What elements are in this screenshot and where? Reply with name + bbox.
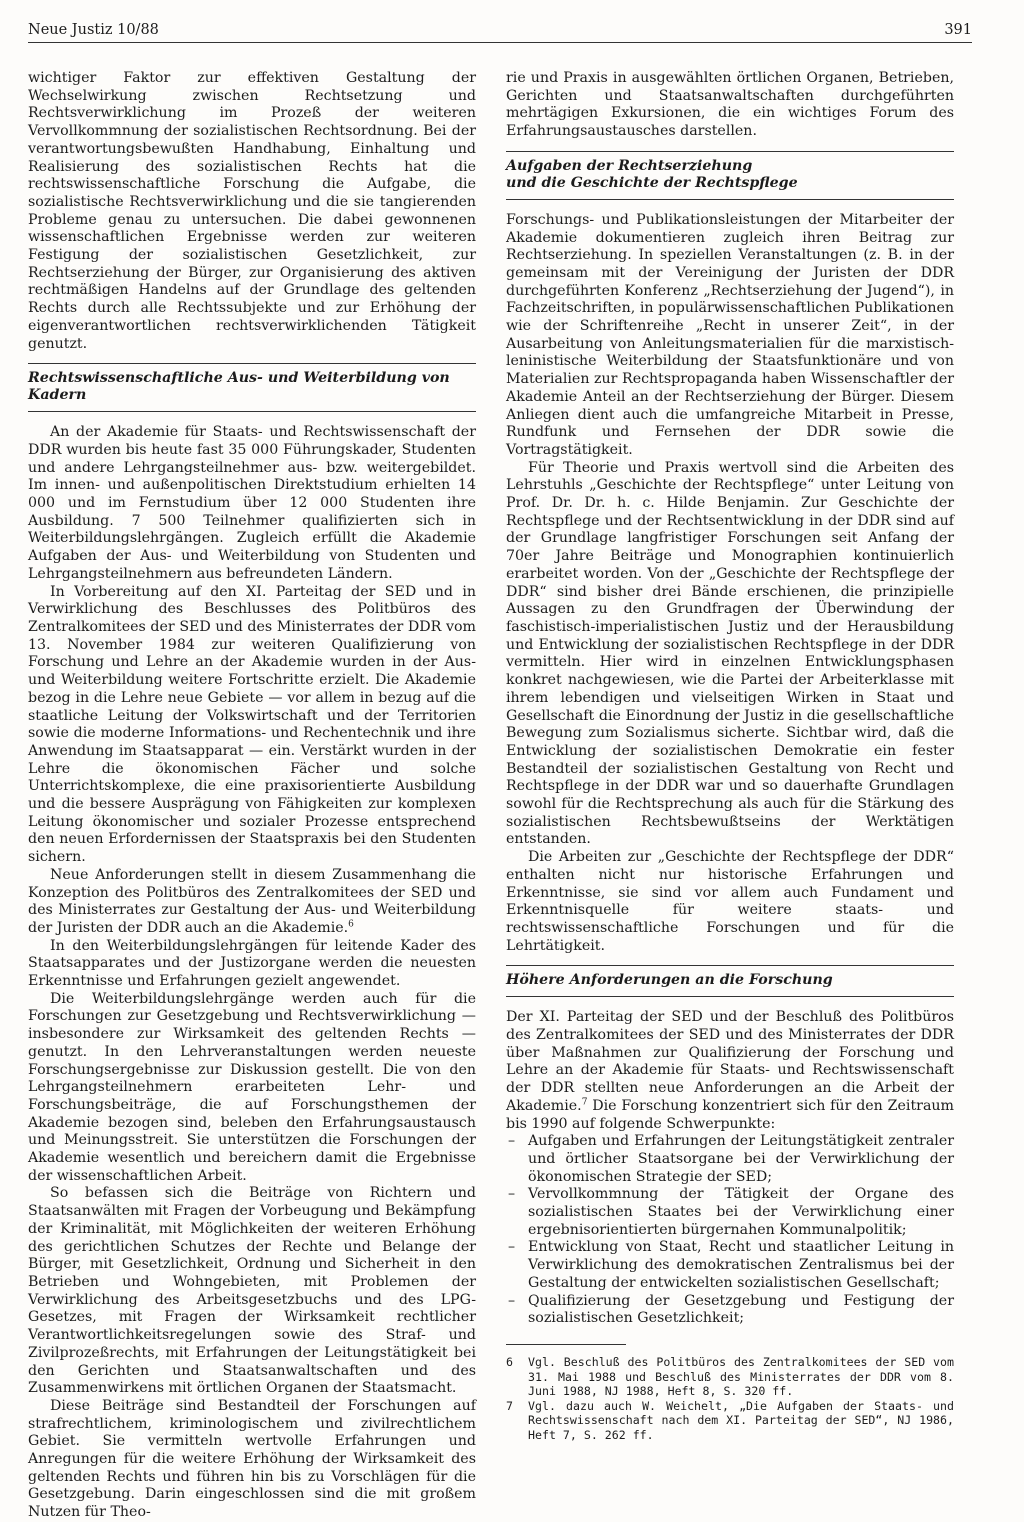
footnotes <box>506 1355 954 1443</box>
footnote-divider <box>506 1344 626 1345</box>
page-header <box>28 22 972 38</box>
footnote-number: 7 <box>506 1398 513 1413</box>
paragraph <box>28 867 476 938</box>
paragraph: An der Akademie für Staats- und Rechtswissenschaft der DDR wurden bis heute fast 35 000 Führungskader, Studenten und andere Lehrgangsteilnehmer aus- bzw. weitergebildet. Im innen- und außenpolitischen Direktstudium erhielten 14 000 und im Fernstudium über 12 000 Studenten ihre Ausbildung. 7 500 Teilnehmer qualifizierten sich in Weiterbildungslehrgängen. Zugleich erfüllt die Akademie Aufgaben der Aus- und Weiterbildung von Studenten und Lehrgangsteilnehmern aus befreundeten Ländern. <box>28 424 476 582</box>
paragraph: Die Weiterbildungslehrgänge werden auch für die Forschungen zur Gesetzgebung und Rechtsverwirklichung — insbesondere zur Wirksamkeit des geltenden Rechts — genutzt. In den Lehrveranstaltungen werden neueste Forschungsergebnisse zur Diskussion gestellt. Die von den Lehrgangsteilnehmern erarbeiteten Lehr- und Forschungsbeiträge, die auf Forschungsthemen der Akademie bezogen sind, beleben den Erfahrungsaustausch und Meinungsstreit. Sie unterstützen die Forschungen der Akademie wesentlich und bereichern damit die Ergebnisse der wissenschaftlichen Arbeit. <box>28 990 476 1184</box>
page-number: 391 <box>944 22 972 38</box>
section-heading: Höhere Anforderungen an die Forschung <box>506 965 954 997</box>
journal-title: Neue Justiz 10/88 <box>28 22 159 38</box>
paragraph <box>506 1009 954 1133</box>
paragraph: So befassen sich die Beiträge von Richtern und Staatsanwälten mit Fragen der Vorbeugung und Bekämpfung der Kriminalität, mit Möglichkeiten der weiteren Erhöhung des gerichtlichen Schutzes der Rechte und Belange der Bürger, mit Gesetzlichkeit, Ordnung und Sicherheit in den Betrieben und Wohngebieten, mit Problemen der Verwirklichung des Arbeitsgesetzbuchs und des LPG-Gesetzes, mit Fragen der Wirksamkeit rechtlicher Verantwortlichkeitsregelungen sowie des Straf- und Zivilprozeßrechts, mit Erfahrungen der Leitungstätigkeit bei den Gerichten und Staatsanwaltschaften und des Zusammenwirkens mit örtlichen Organen der Staatsmacht. <box>28 1185 476 1397</box>
section-heading-line: und die Geschichte der Rechtspflege <box>506 174 798 191</box>
paragraph: rie und Praxis in ausgewählten örtlichen Organen, Betrieben, Gerichten und Staatsanwaltschaften durchgeführten mehrtägigen Exkursionen, die ein wichtiges Forum des Erfahrungsaustausches darstellen. <box>506 70 954 140</box>
section-heading <box>506 151 954 200</box>
paragraph: Diese Beiträge sind Bestandteil der Forschungen auf strafrechtlichem, kriminologischem und zivilrechtlichem Gebiet. Sie vermitteln wertvolle Erfahrungen und Anregungen für die weitere Erhöhung der Wirksamkeit des geltenden Rechts und führen hin bis zu Vorschlägen für die Gesetzgebung. Darin eingeschlossen sind die mit großem Nutzen für Theo- <box>28 1397 476 1521</box>
footnote <box>506 1399 954 1443</box>
paragraph-text: Neue Anforderungen stellt in diesem Zusammenhang die Konzeption des Politbüros des Zentralkomitees der SED und des Ministerrates zur Gestaltung der Aus- und Weiterbildung der Juristen der DDR auch an die Akademie. <box>28 866 476 936</box>
section-heading-line: Aufgaben der Rechtserziehung <box>506 157 753 174</box>
list-item: – Vervollkommnung der Tätigkeit der Organe des sozialistischen Staates bei der Verwirklichung einer ergebnisorientierten bürgernahen Kommunalpolitik; <box>506 1186 954 1239</box>
footnote <box>506 1355 954 1399</box>
footnote-text: Vgl. Beschluß des Politbüros des Zentralkomitees der SED vom 31. Mai 1988 und Beschluß des Ministerrates der DDR vom 8. Juni 1988, NJ 1988, Heft 8, S. 320 ff. <box>528 1355 954 1399</box>
paragraph: Forschungs- und Publikationsleistungen der Mitarbeiter der Akademie dokumentieren zugleich ihren Beitrag zur Rechtserziehung. In speziellen Veranstaltungen (z. B. in der gemeinsam mit der Vereinigung der Juristen der DDR durchgeführten Konferenz „Rechtserziehung der Jugend“), in Fachzeitschriften, in populärwissenschaftlichen Publikationen wie der Schriftenreihe „Recht in unserer Zeit“, in der Ausarbeitung von Anleitungsmaterialien für die marxistisch-leninistische Weiterbildung der Staatsfunktionäre und von Materialien zur Rechtspropaganda haben Wissenschaftler der Akademie Anteil an der Rechtserziehung der Bürger. Diesem Anliegen dient auch die umfangreiche Mitarbeit in Presse, Rundfunk und Fernsehen der DDR sowie die Vortragstätigkeit. <box>506 211 954 458</box>
footnote-ref: 7 <box>581 1097 588 1108</box>
list-item: – Aufgaben und Erfahrungen der Leitungstätigkeit zentraler und örtlicher Staatsorgane bei der Verwirklichung der ökonomischen Strategie der SED; <box>506 1133 954 1186</box>
right-column <box>506 70 954 1443</box>
paragraph: Für Theorie und Praxis wertvoll sind die Arbeiten des Lehrstuhls „Geschichte der Rechtspflege“ unter Leitung von Prof. Dr. Dr. h. c. Hilde Benjamin. Zur Geschichte der Rechtspflege und der Rechtsentwicklung in der DDR sind auf der Grundlage langfristiger Forschungen seit Anfang der 70er Jahre Beiträge und Monographien kontinuierlich erarbeitet worden. Von der „Geschichte der Rechtspflege der DDR“ sind bisher drei Bände erschienen, die prinzipielle Aussagen zu den Grundfragen der Überwindung der faschistisch-imperialistischen Justiz und der Herausbildung und Entwicklung der sozialistischen Rechtspflege in der DDR vermitteln. Hier wird in einzelnen Entwicklungsphasen konkret nachgewiesen, wie die Partei der Arbeiterklasse mit ihrem lebendigen und vielseitigen Wirken in Staat und Gesellschaft die Einordnung der Justiz in die gesellschaftliche Bewegung zum Sozialismus sicherte. Sichtbar wird, daß die Entwicklung der sozialistischen Demokratie ein fester Bestandteil der sozialistischen Gestaltung von Recht und Rechtspflege in der DDR war und so dauerhafte Grundlagen sowohl für die Rechtsprechung als auch für die Stärkung des sozialistischen Rechtsbewußtseins der Werktätigen entstanden. <box>506 459 954 848</box>
paragraph: In den Weiterbildungslehrgängen für leitende Kader des Staatsapparates und der Justizorgane werden die neuesten Erkenntnisse und Erfahrungen gezielt angewendet. <box>28 937 476 990</box>
paragraph-text: Der XI. Parteitag der SED und der Beschluß des Politbüros des Zentralkomitees der SED und des Ministerrates der DDR über Maßnahmen zur Qualifizierung der Forschung und Lehre an der Akademie für Staats- und Rechtswissenschaft der DDR stellten neue Anforderungen an die Arbeit der Akademie. <box>506 1009 954 1114</box>
paragraph: In Vorbereitung auf den XI. Parteitag der SED und in Verwirklichung des Beschlusses des Politbüros des Zentralkomitees der SED und des Ministerrates der DDR vom 13. November 1984 zur weiteren Qualifizierung von Forschung und Lehre an der Akademie wurden in der Aus- und Weiterbildung weitere Fortschritte erzielt. Die Akademie bezog in die Lehre neue Gebiete — vor allem in bezug auf die staatliche Leitung der Volkswirtschaft und der Territorien sowie die moderne Informations- und Rechentechnik und ihre Anwendung im Staatsapparat — ein. Verstärkt wurden in der Lehre die ökonomischen Fächer und solche Unterrichtskomplexe, die eine praxisorientierte Ausbildung und die bessere Ausprägung von Fähigkeiten zur komplexen Leitung ökonomischer und sozialer Prozesse entsprechend den neuen Erfordernissen der Staatspraxis bei den Studenten sichern. <box>28 583 476 866</box>
paragraph: Die Arbeiten zur „Geschichte der Rechtspflege der DDR“ enthalten nicht nur historische Erfahrungen und Erkenntnisse, sie sind vor allem auch Fundament und Erkenntnisquelle für weitere staats- und rechtswissenschaftliche Forschungen und für die Lehrtätigkeit. <box>506 849 954 954</box>
left-column <box>28 70 476 1522</box>
paragraph: wichtiger Faktor zur effektiven Gestaltung der Wechselwirkung zwischen Rechtsetzung und Rechtsverwirklichung im Prozeß der weiteren Vervollkommnung der sozialistischen Rechtsordnung. Bei der verantwortungsbewußten Handhabung, Einhaltung und Realisierung des sozialistischen Rechts hat die rechtswissenschaftliche Forschung die Aufgabe, die sozialistische Rechtsverwirklichung und die sie tangierenden Probleme genau zu untersuchen. Die dabei gewonnenen wissenschaftlichen Ergebnisse werden zur weiteren Festigung der sozialistischen Gesetzlichkeit, zur Rechtserziehung der Bürger, zur Organisierung des aktiven rechtmäßigen Handelns auf der Grundlage des geltenden Rechts durch alle Rechtssubjekte und zur Erhöhung der eigenverantwortlichen rechtsverwirklichenden Tätigkeit genutzt. <box>28 70 476 352</box>
footnote-text: Vgl. dazu auch W. Weichelt, „Die Aufgaben der Staats- und Rechtswissenschaft nach dem XI. Parteitag der SED“, NJ 1986, Heft 7, S. 262 ff. <box>528 1398 954 1442</box>
footnote-ref: 6 <box>348 919 354 930</box>
footnote-number: 6 <box>506 1355 513 1369</box>
paragraph-text: Die Forschung konzentriert sich für den Zeitraum bis 1990 auf folgende Schwerpunkte: <box>506 1097 954 1132</box>
section-heading: Rechtswissenschaftliche Aus- und Weiterbildung von Kadern <box>28 363 476 412</box>
research-focus-list <box>506 1133 954 1328</box>
list-item: – Qualifizierung der Gesetzgebung und Festigung der sozialistischen Gesetzlichkeit; <box>506 1293 954 1328</box>
list-item: – Entwicklung von Staat, Recht und staatlicher Leitung in Verwirklichung des demokratischen Zentralismus bei der Gestaltung der entwickelten sozialistischen Gesellschaft; <box>506 1239 954 1292</box>
header-divider <box>28 42 972 43</box>
